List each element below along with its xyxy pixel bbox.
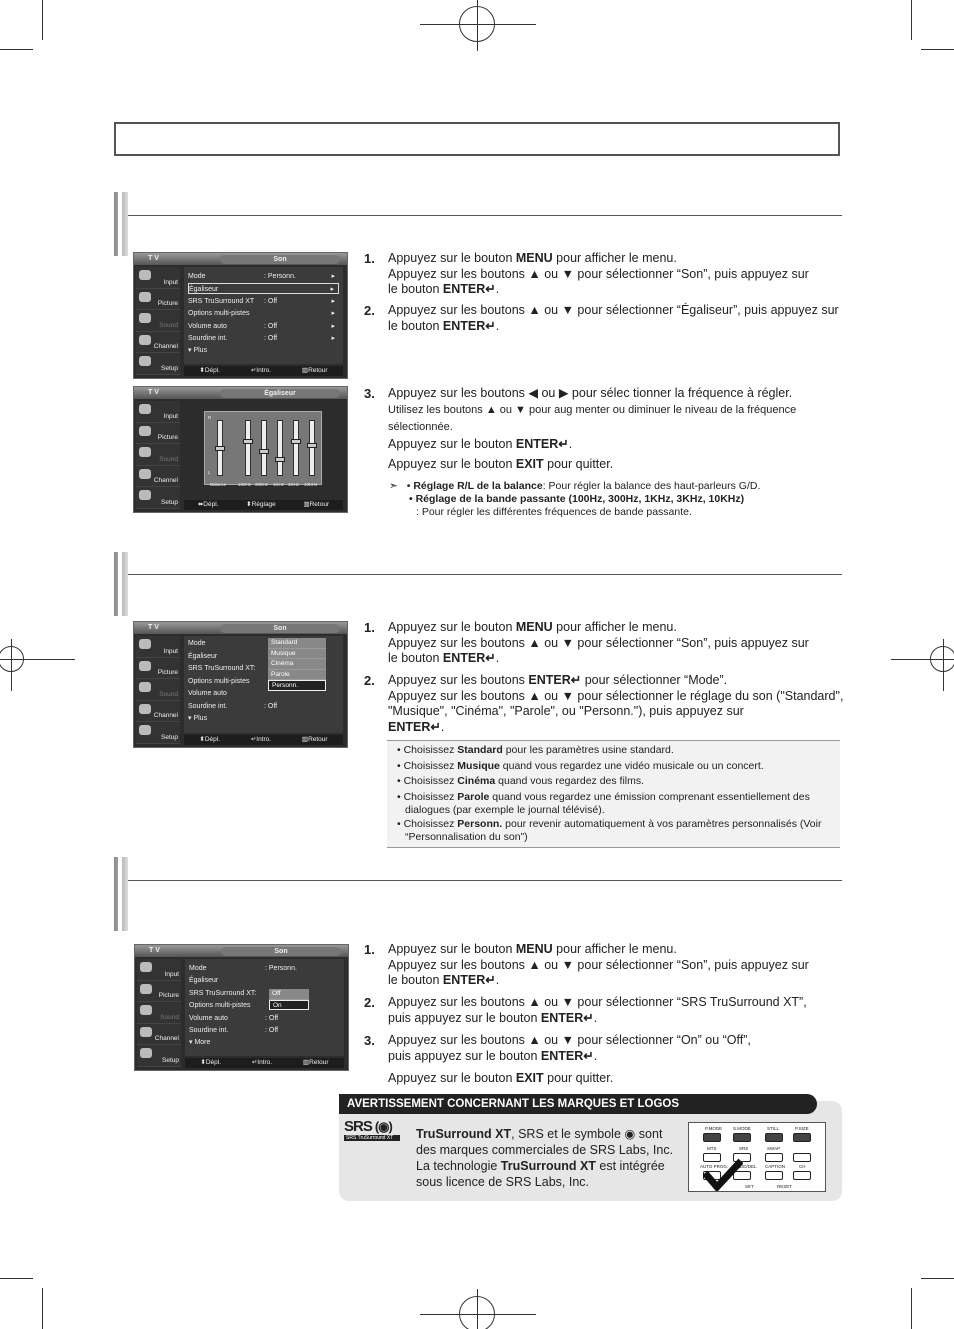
arrow-right-icon: ▸ [331,273,335,280]
crop-mark [921,49,954,50]
eq-label-300hz: 300Hz [255,482,269,487]
tv-label: T V [148,255,159,262]
setup-icon [139,356,151,366]
step-2: 2. Appuyez sur les boutons ENTER↵ pour sélectionner “Mode”. Appuyez sur les boutons ▲ ou ▼ pour sélectionner le réglage du son ("Standard", "Musique", "Cinéma", "Parole", ou "Personn."), puis appuyez sur ENTER↵. [364,673,844,734]
picture-icon [139,661,151,671]
sidebar-item-sound[interactable]: Sound [137,1002,181,1024]
tv-menu-footer: ⬍Dépl. ↵Intro. ▥Retour [184,735,343,745]
trademark-text: TruSurround XT, SRS et le symbole ◉ sont des marques commerciales de SRS Labs, Inc. La technologie TruSurround XT est intégrée sous licence de SRS Labs, Inc. [416,1127,674,1189]
tv-menu-header [134,253,347,265]
sidebar-item-sound[interactable]: Sound [136,310,180,332]
tv-menu-title: Son [221,947,341,956]
section-bar [114,192,128,256]
registration-mark [459,6,495,42]
sidebar-item-picture[interactable]: Picture [136,658,180,680]
tv-sidebar [136,267,180,375]
channel-icon [140,1027,152,1037]
still-button[interactable] [765,1133,783,1142]
section-divider [128,880,842,881]
pmode-button[interactable] [703,1133,721,1142]
crop-mark [42,0,43,40]
registration-mark [0,646,24,672]
menu-row-mode[interactable]: Mode : Personn. ▸ [188,273,335,280]
menu-row-volume[interactable]: Volume auto : Off ▸ [188,323,335,330]
channel-icon [139,704,151,714]
option-standard[interactable]: Standard [268,638,326,649]
eq-label-10khz: 10KHz [304,482,318,487]
sidebar-item-input[interactable]: Input [137,959,181,981]
slider-knob[interactable] [307,443,317,448]
info-item: • Choisissez Musique quand vous regardez une vidéo musicale ou un concert. [397,759,764,772]
page-title-box [114,122,840,156]
picture-icon [139,292,151,302]
crop-mark [921,1278,954,1279]
ch-up-button[interactable] [793,1153,811,1162]
eq-label-100hz: 100Hz [238,482,252,487]
sidebar-item-channel[interactable]: Channel [136,466,180,488]
eq-slider-300hz[interactable] [261,420,267,476]
menu-row-options[interactable]: Options multi-pistes [188,678,250,685]
step-1: 1. Appuyez sur le bouton MENU pour afficher le menu. Appuyez sur les boutons ▲ ou ▼ pour sélectionner “Son”, puis appuyez sur le bouton ENTER↵. [364,620,809,665]
slider-knob[interactable] [215,446,225,451]
sidebar-item-setup[interactable]: Setup [136,722,180,744]
tv-menu-body [184,267,343,364]
input-icon [139,404,151,414]
slider-knob[interactable] [243,439,253,444]
slider-knob[interactable] [259,449,269,454]
psize-button[interactable] [793,1133,811,1142]
input-icon [139,639,151,649]
picture-icon [139,426,151,436]
remote-control-image: P.MODE S.MODE STILL P.SIZE MTS SRS SWAP AUTO PROG. ADD/DEL CAPTION CH SET RESET [688,1122,826,1192]
sidebar-item-channel[interactable]: Channel [137,1024,181,1046]
eq-label-3khz: 3KHz [288,482,300,487]
crop-mark [911,0,912,40]
setup-icon [139,490,151,500]
arrow-right-icon: ▸ [331,310,335,317]
step-1: 1. Appuyez sur le bouton MENU pour afficher le menu. Appuyez sur les boutons ▲ ou ▼ pour sélectionner “Son”, puis appuyez sur le bouton ENTER↵. [364,251,809,296]
sidebar-item-picture[interactable]: Picture [136,289,180,311]
crop-mark [911,1288,912,1329]
menu-row-sourdine[interactable]: Sourdine int. : Off ▸ [188,335,335,342]
eq-slider-1khz[interactable] [277,420,283,476]
tv-menu-footer: ⬍Dépl. ↵Intro. ▥Retour [185,1058,344,1068]
info-item: • Choisissez Standard pour les paramètres usine standard. [397,744,674,756]
tv-sidebar [136,401,180,509]
sidebar-item-setup[interactable]: Setup [136,353,180,375]
menu-row-volume[interactable]: Volume auto [188,690,227,697]
sidebar-item-sound[interactable]: Sound [136,444,180,466]
slider-knob[interactable] [291,439,301,444]
note-arrow-icon: ➣ [389,480,398,492]
input-icon [139,270,151,280]
info-item: • Choisissez Personn. pour revenir automatiquement à vos paramètres personnalisés (Voir “Personnalisation du son”) [397,817,822,843]
sound-icon [139,682,151,692]
crop-mark [42,1288,43,1329]
info-item: • Choisissez Parole quand vous regardez une émission comprenant essentiellement des dialogues (par exemple le journal télévisé). [397,790,810,816]
tv-menu-header: T V Égaliseur [134,387,347,399]
tv-menu-egaliseur [133,386,348,513]
tv-sidebar [137,959,181,1067]
tv-menu-body [185,959,344,1056]
sidebar-item-setup[interactable]: Setup [137,1045,181,1067]
menu-row-srs[interactable]: SRS TruSurround XT : Off ▸ [188,298,335,305]
option-parole[interactable]: Parole [268,670,326,681]
ch-down-button[interactable] [793,1171,811,1180]
menu-row-plus[interactable]: ▾ Plus [188,347,208,354]
setup-icon [139,725,151,735]
step-2: 2. Appuyez sur les boutons ▲ ou ▼ pour sélectionner “SRS TruSurround XT”, puis appuyez sur le bouton ENTER↵. [364,995,807,1025]
step-3: 3. Appuyez sur les boutons ▲ ou ▼ pour sélectionner “On” ou “Off”, puis appuyez sur le bouton ENTER↵. Appuyez sur le bouton EXIT pour quitter. [364,1033,751,1085]
channel-icon [139,335,151,345]
eq-label-balance: Balance [210,482,227,487]
sidebar-item-input[interactable]: Input [136,401,180,423]
caption-button[interactable] [765,1171,783,1180]
eq-slider-3khz[interactable] [293,420,299,476]
step-1: 1. Appuyez sur le bouton MENU pour afficher le menu. Appuyez sur les boutons ▲ ou ▼ pour sélectionner “Son”, puis appuyez sur le bouton ENTER↵. [364,942,809,987]
balance-r-label: R [208,415,212,420]
trademark-heading: AVERTISSEMENT CONCERNANT LES MARQUES ET LOGOS [339,1094,817,1114]
tv-menu-title: Son [220,255,340,264]
registration-mark [930,646,954,672]
sidebar-item-channel[interactable]: Channel [136,701,180,723]
section-divider [128,574,842,575]
tv-menu-title: Son [220,624,340,633]
channel-icon [139,469,151,479]
sidebar-item-channel[interactable]: Channel [136,332,180,354]
balance-l-label: L [208,470,211,475]
arrow-right-icon: ▸ [331,335,335,342]
swap-button[interactable] [765,1153,783,1162]
eq-slider-100hz[interactable] [245,420,251,476]
sound-icon [140,1005,152,1015]
menu-row-plus[interactable]: ▾ Plus [188,715,208,722]
menu-row-sourdine[interactable]: Sourdine int. : Off [189,1027,279,1034]
picture-icon [140,984,152,994]
sound-icon [139,447,151,457]
menu-row-egaliseur[interactable]: Égaliseur ▸ [188,283,339,294]
menu-row-options[interactable]: Options multi-pistes [189,1002,251,1009]
arrow-right-icon: ▸ [331,298,335,305]
slider-knob[interactable] [275,457,285,462]
sidebar-item-input[interactable]: Input [136,267,180,289]
arrow-right-icon: ▸ [331,323,335,330]
menu-row-more[interactable]: ▾ More [189,1039,211,1046]
section-divider [128,215,842,216]
balance-slider[interactable] [217,420,223,476]
srs-symbol-icon: ◉ [624,1127,636,1141]
menu-row-sourdine[interactable]: Sourdine int. : Off [188,703,278,710]
sidebar-item-setup[interactable]: Setup [136,487,180,509]
tv-menu-footer: ⬍Dépl. ↵Intro. ▥Retour [184,366,343,376]
arrow-right-icon: ▸ [330,286,334,293]
info-item: • Choisissez Cinéma quand vous regardez des films. [397,775,645,787]
menu-row-egaliseur[interactable]: Égaliseur [188,653,218,660]
step-2: 2. Appuyez sur les boutons ▲ ou ▼ pour sélectionner “Égaliseur”, puis appuyez sur le bouton ENTER↵. [364,303,839,333]
tv-menu-son-srs [134,944,349,1071]
option-on[interactable]: On [269,1000,309,1011]
tv-menu-header: T V Son [134,622,347,634]
option-off[interactable]: Off [269,989,309,1000]
menu-row-mode[interactable]: Mode [188,640,206,647]
equalizer-panel [204,411,322,485]
menu-row-mode[interactable]: Mode : Personn. [189,965,297,972]
option-musique[interactable]: Musique [268,649,326,660]
menu-row-egaliseur[interactable]: Égaliseur [189,977,219,984]
srs-option-list [269,989,309,1010]
tv-menu-son [133,252,348,379]
sidebar-item-picture[interactable]: Picture [136,423,180,445]
section-bar [114,552,128,616]
tv-menu-title: Égaliseur [220,389,340,398]
option-personn[interactable]: Personn. [268,680,326,691]
menu-row-srs[interactable]: SRS TruSurround XT: [188,665,256,672]
tv-sidebar [136,636,180,744]
smode-button[interactable] [733,1133,751,1142]
eq-slider-10khz[interactable] [309,420,315,476]
section-bar [114,857,128,931]
sidebar-item-input[interactable]: Input [136,636,180,658]
registration-mark [459,1296,495,1329]
setup-icon [140,1048,152,1058]
srs-logo: SRS (◉) SRS TruSurround XT [344,1118,402,1144]
sidebar-item-picture[interactable]: Picture [137,981,181,1003]
step-3: 3. Appuyez sur les boutons ◀ ou ▶ pour sélec tionner la fréquence à régler. Utilisez les boutons ▲ ou ▼ pour aug menter ou diminuer le niveau de la fréquence sélectionnée. Appuyez sur le bouton ENTER↵. Appuyez sur le bouton EXIT pour quitter. [364,386,797,471]
checkmark-icon [703,1157,743,1191]
mode-option-list [268,638,326,691]
menu-row-srs[interactable]: SRS TruSurround XT: [189,990,257,997]
crop-mark [0,1278,33,1279]
mode-info-box [387,740,840,848]
eq-label-1khz: 1KHz [273,482,285,487]
crop-mark [0,49,33,50]
tv-menu-son-mode [133,621,348,748]
sound-icon [139,313,151,323]
tv-menu-header: T V Son [135,945,348,957]
menu-row-volume[interactable]: Volume auto : Off [189,1015,279,1022]
tv-menu-body [184,636,343,733]
sidebar-item-sound[interactable]: Sound [136,679,180,701]
option-cinema[interactable]: Cinéma [268,659,326,670]
tv-menu-footer: ⬌Dépl. ⬍Réglage ▥Retour [184,500,343,510]
menu-row-options[interactable]: Options multi-pistes ▸ [188,310,335,317]
input-icon [140,962,152,972]
note-block: ➣ • Réglage R/L de la balance: Pour régler la balance des haut-parleurs G/D. • Réglage de la bande passante (100Hz, 300Hz, 1KHz, 3KHz, 10KHz) : Pour régler les différentes fréquences de bande passante. [389,480,761,518]
